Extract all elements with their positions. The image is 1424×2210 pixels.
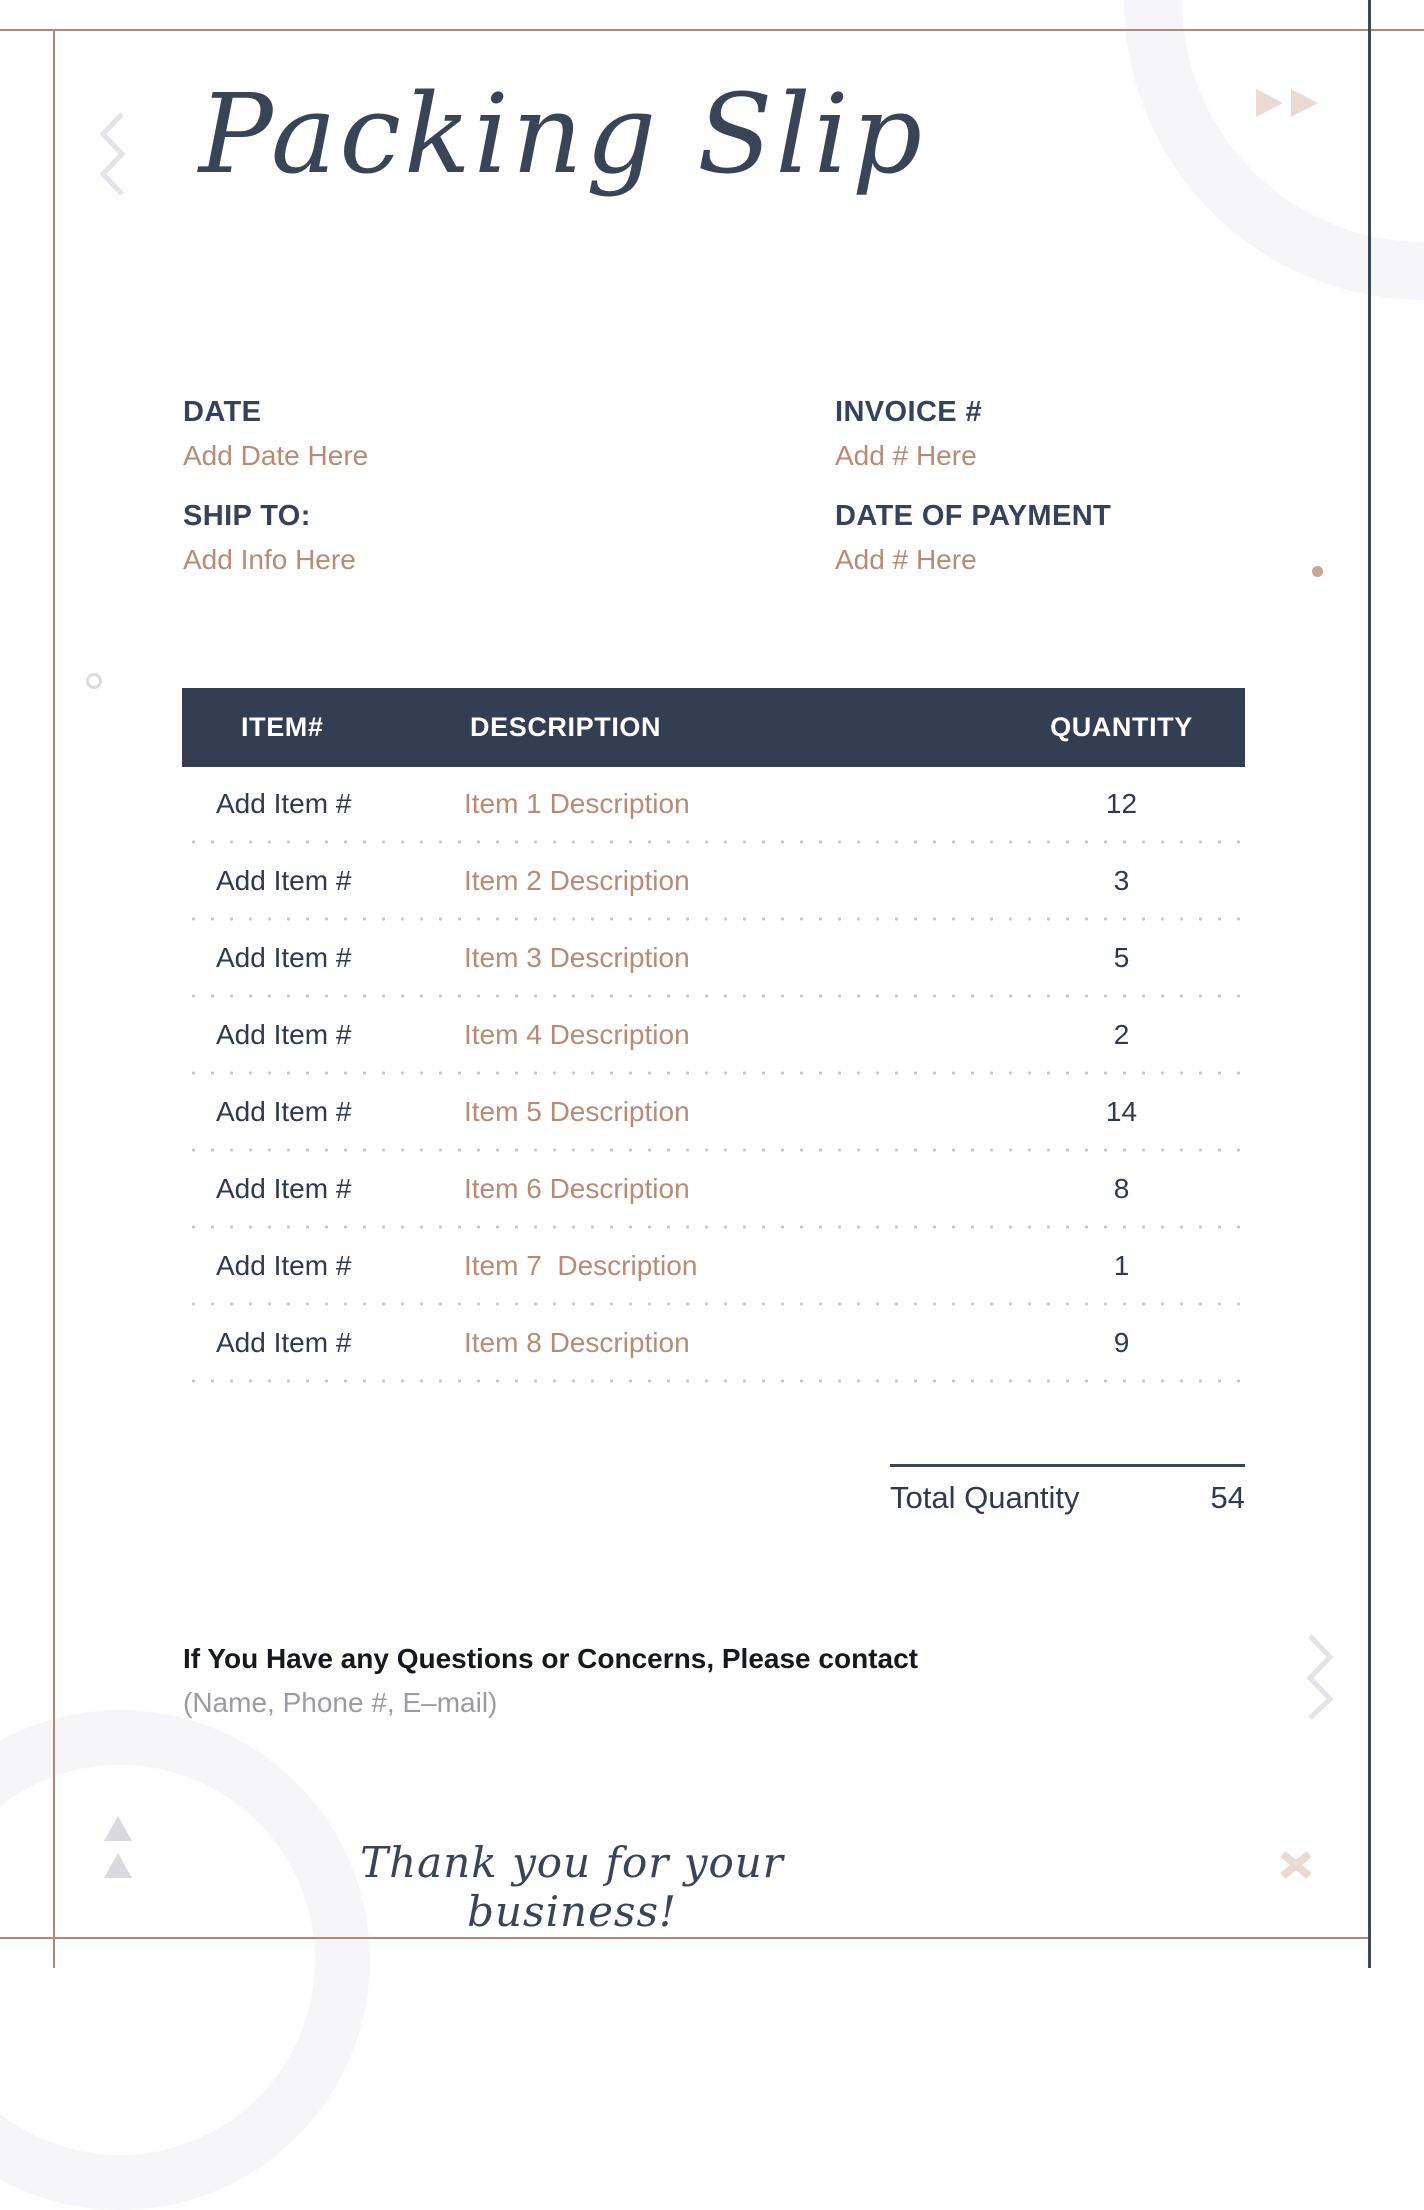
table-row	[182, 1229, 1245, 1302]
item-number-placeholder[interactable]: Add Item #	[216, 941, 352, 973]
item-quantity-value: 14	[1105, 1095, 1138, 1127]
item-quantity-value: 1	[1113, 1249, 1130, 1281]
item-description-placeholder[interactable]: Item 2 Description	[464, 864, 690, 896]
column-header-quantity: QUANTITY	[1050, 712, 1193, 742]
item-quantity-value: 9	[1113, 1326, 1130, 1358]
contact-hint[interactable]: (Name, Phone #, E–mail)	[183, 1687, 498, 1718]
ship-to-placeholder[interactable]: Add Info Here	[183, 544, 356, 575]
table-row	[182, 1152, 1245, 1225]
zigzag-icon-bottom-right	[1306, 1633, 1334, 1721]
ship-to-label: SHIP TO:	[183, 500, 311, 532]
payment-date-placeholder[interactable]: Add # Here	[835, 544, 977, 575]
item-quantity-value: 2	[1113, 1018, 1130, 1050]
ring-icon-bottom-left	[0, 1710, 370, 2210]
fast-forward-icon	[1256, 89, 1324, 119]
item-quantity-value: 3	[1113, 864, 1130, 896]
table-row	[182, 998, 1245, 1071]
invoice-placeholder[interactable]: Add # Here	[835, 440, 977, 471]
total-rule	[890, 1464, 1245, 1467]
triangles-up-icon	[104, 1816, 134, 1882]
payment-date-label: DATE OF PAYMENT	[835, 500, 1112, 532]
date-label: DATE	[183, 396, 262, 428]
item-number-placeholder[interactable]: Add Item #	[216, 1172, 352, 1204]
ring-icon-top-right	[1124, 0, 1424, 300]
table-row	[182, 1075, 1245, 1148]
thank-you-message: Thank you for your business!	[360, 1838, 784, 1936]
item-number-placeholder[interactable]: Add Item #	[216, 1018, 352, 1050]
page-title: Packing Slip	[198, 70, 926, 198]
item-number-placeholder[interactable]: Add Item #	[216, 864, 352, 896]
items-table	[182, 688, 1245, 1383]
frame-right-line	[1368, 0, 1371, 1968]
item-quantity-value: 5	[1113, 941, 1130, 973]
dot-icon-right	[1312, 566, 1323, 577]
item-description-placeholder[interactable]: Item 5 Description	[464, 1095, 690, 1127]
date-placeholder[interactable]: Add Date Here	[183, 440, 369, 471]
item-description-placeholder[interactable]: Item 1 Description	[464, 787, 690, 819]
table-row	[182, 921, 1245, 994]
row-separator	[182, 1379, 1245, 1383]
total-quantity-value: 54	[1210, 1480, 1245, 1515]
frame-left-line	[53, 29, 55, 1968]
invoice-label: INVOICE #	[835, 396, 983, 428]
item-description-placeholder[interactable]: Item 6 Description	[464, 1172, 690, 1204]
column-header-description: DESCRIPTION	[470, 712, 662, 742]
total-quantity-label: Total Quantity	[890, 1480, 1080, 1515]
item-number-placeholder[interactable]: Add Item #	[216, 1095, 352, 1127]
table-row	[182, 767, 1245, 840]
item-quantity-value: 12	[1105, 787, 1138, 819]
x-mark-icon	[1279, 1850, 1313, 1880]
contact-note: If You Have any Questions or Concerns, Please contact	[183, 1643, 918, 1674]
item-description-placeholder[interactable]: Item 8 Description	[464, 1326, 690, 1358]
item-description-placeholder[interactable]: Item 4 Description	[464, 1018, 690, 1050]
item-number-placeholder[interactable]: Add Item #	[216, 1326, 352, 1358]
item-description-placeholder[interactable]: Item 3 Description	[464, 941, 690, 973]
table-body	[182, 767, 1245, 1383]
table-row	[182, 1306, 1245, 1379]
total-row	[890, 1480, 1245, 1516]
column-header-item: ITEM#	[241, 712, 324, 742]
circle-icon-left	[86, 673, 102, 689]
item-number-placeholder[interactable]: Add Item #	[216, 1249, 352, 1281]
frame-bottom-line	[0, 1937, 1369, 1939]
frame-top-line	[0, 29, 1424, 31]
item-number-placeholder[interactable]: Add Item #	[216, 787, 352, 819]
table-row	[182, 844, 1245, 917]
item-description-placeholder[interactable]: Item 7 Description	[464, 1249, 698, 1281]
item-quantity-value: 8	[1113, 1172, 1130, 1204]
table-header-row	[182, 688, 1245, 767]
